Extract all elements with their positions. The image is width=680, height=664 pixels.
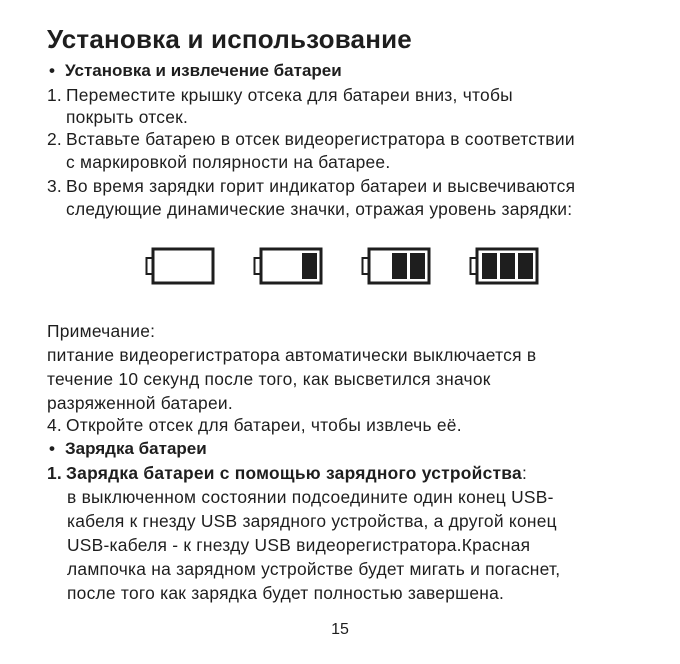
note-line-1: питание видеорегистратора автоматически выключается в: [47, 345, 537, 365]
battery-two-bars-icon: [361, 246, 431, 286]
charging-line-2: кабеля к гнезду USB зарядного устройства, а другой конец: [67, 511, 557, 531]
section-heading-charging: [49, 439, 207, 459]
battery-cell: [392, 253, 407, 279]
note-label: Примечание:: [47, 321, 156, 341]
list-item-2-line-1: [47, 129, 575, 150]
section-heading-text: Зарядка батареи: [65, 439, 207, 458]
list-item-1-line-2: покрыть отсек.: [66, 107, 189, 127]
battery-cell: [302, 253, 317, 279]
page-title: Установка и использование: [47, 24, 412, 54]
list-number: 1.: [47, 85, 63, 105]
battery-cell: [518, 253, 533, 279]
charging-title-colon: :: [521, 463, 528, 483]
battery-cell: [482, 253, 497, 279]
bullet-icon: •: [49, 61, 55, 80]
list-text: Переместите крышку отсека для батареи вниз, чтобы: [66, 85, 513, 105]
list-number: 2.: [47, 129, 63, 149]
charging-line-5: после того как зарядка будет полностью завершена.: [67, 583, 505, 603]
list-item-3-line-1: [47, 176, 575, 197]
list-text: Откройте отсек для батареи, чтобы извлечь её.: [66, 415, 462, 435]
list-item-3-line-2: следующие динамические значки, отражая уровень зарядки:: [66, 199, 573, 219]
section-heading-text: Установка и извлечение батареи: [65, 61, 342, 80]
charging-item-title: [47, 463, 527, 484]
battery-cell: [410, 253, 425, 279]
list-number: 1.: [47, 463, 63, 483]
page-number: 15: [331, 621, 349, 638]
list-text: Во время зарядки горит индикатор батареи и высвечиваются: [66, 176, 576, 196]
list-text: Вставьте батарею в отсек видеорегистратора в соответствии: [66, 129, 575, 149]
charging-line-1: в выключенном состоянии подсоедините один конец USB-: [67, 487, 554, 507]
charging-line-3: USB-кабеля - к гнезду USB видеорегистратора.Красная: [67, 535, 531, 555]
note-line-2: течение 10 секунд после того, как высветился значок: [47, 369, 491, 389]
battery-level-icons: [0, 246, 680, 286]
battery-full-icon: [469, 246, 539, 286]
charging-line-4: лампочка на зарядном устройстве будет мигать и погаснет,: [67, 559, 561, 579]
list-number: 4.: [47, 415, 63, 435]
list-item-1-line-1: [47, 85, 513, 106]
list-item-4: [47, 415, 462, 436]
battery-cell: [500, 253, 515, 279]
bullet-icon: •: [49, 439, 55, 458]
section-heading-battery-install: [49, 61, 342, 81]
note-line-3: разряженной батареи.: [47, 393, 233, 413]
list-item-2-line-2: с маркировкой полярности на батарее.: [66, 152, 391, 172]
battery-empty-icon: [145, 246, 215, 286]
charging-title-text: Зарядка батареи с помощью зарядного устройства: [66, 463, 522, 483]
list-number: 3.: [47, 176, 63, 196]
battery-one-bar-icon: [253, 246, 323, 286]
